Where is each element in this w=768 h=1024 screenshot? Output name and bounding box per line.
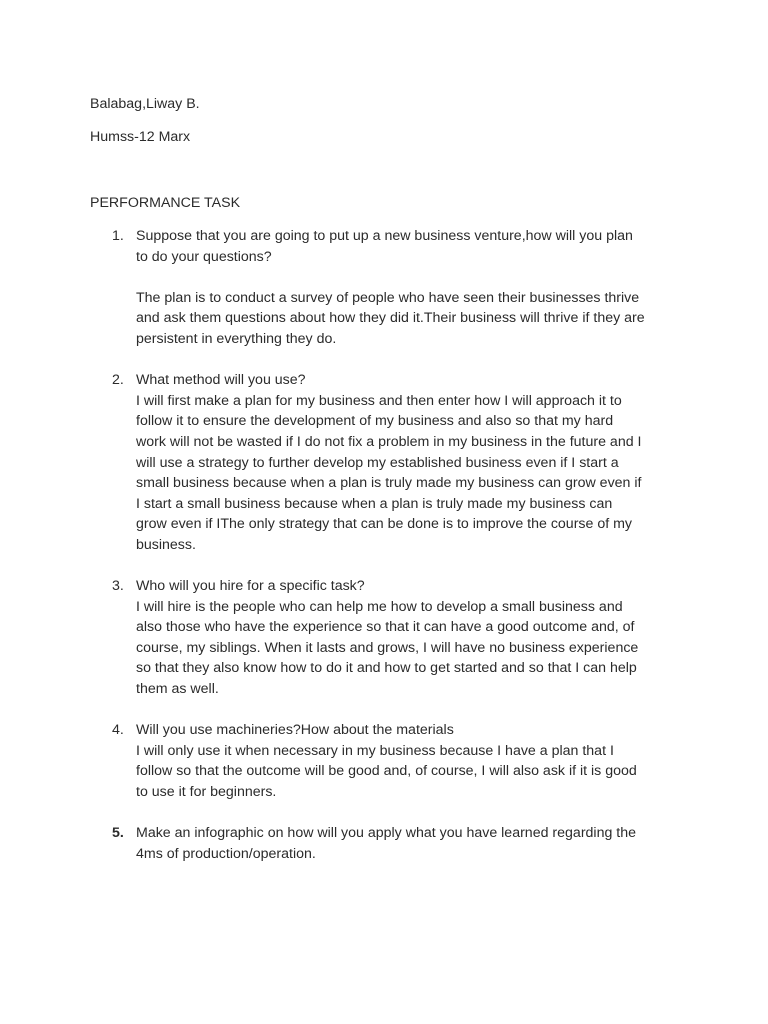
task-number: 5. — [112, 825, 124, 842]
answer-line: course, my siblings. When it lasts and grows, I will have no business experience — [136, 639, 639, 656]
question-line: What method will you use? — [136, 372, 306, 389]
answer-line: will use a strategy to further develop my established business even if I start a — [136, 454, 619, 471]
answer-line: small business because when a plan is truly made my business can grow even if — [136, 475, 642, 492]
answer-line: follow it to ensure the development of my business and also so that my hard — [136, 413, 614, 430]
question-line: Will you use machineries?How about the materials — [136, 722, 454, 739]
answer-line: I will only use it when necessary in my business because I have a plan that I — [136, 742, 614, 759]
answer-line: and ask them questions about how they did it.Their business will thrive if they are — [136, 310, 645, 327]
answer-line: I will hire is the people who can help me how to develop a small business and — [136, 598, 623, 615]
answer-line: grow even if IThe only strategy that can be done is to improve the course of my — [136, 516, 633, 533]
answer-line: to use it for beginners. — [136, 784, 277, 801]
task-number: 3. — [112, 578, 124, 595]
task-number: 1. — [112, 228, 124, 244]
task-list — [90, 226, 690, 864]
task-item-4 — [90, 720, 690, 802]
question-line: 4ms of production/operation. — [136, 845, 316, 862]
question-line: to do your questions? — [136, 248, 272, 265]
answer-line: I will first make a plan for my business and then enter how I will approach it to — [136, 392, 622, 409]
student-section: Humss-12 Marx — [90, 129, 191, 145]
student-name: Balabag,Liway B. — [90, 96, 200, 112]
task-number: 2. — [112, 372, 124, 389]
task-item-2 — [90, 370, 690, 555]
task-item-1 — [90, 226, 690, 350]
document-title: PERFORMANCE TASK — [90, 195, 241, 211]
answer-line: also those who have the experience so that it can have a good outcome and, of — [136, 619, 635, 636]
answer-line: I start a small business because when a plan is truly made my business can — [136, 495, 613, 512]
task-item-3 — [90, 576, 690, 700]
task-item-5 — [90, 823, 690, 864]
task-number: 4. — [112, 722, 124, 739]
answer-line: them as well. — [136, 681, 219, 698]
question-line: Make an infographic on how will you apply what you have learned regarding the — [136, 825, 637, 842]
answer-line: follow so that the outcome will be good and, of course, I will also ask if it is good — [136, 763, 637, 780]
answer-line: work will not be wasted if I do not fix a problem in my business in the future and I — [136, 433, 642, 450]
answer-line: persistent in everything they do. — [136, 330, 337, 347]
answer-line: so that they also know how to do it and how to get started and so that I can help — [136, 660, 637, 677]
question-line: Suppose that you are going to put up a new business venture,how will you plan — [136, 228, 633, 244]
answer-line: The plan is to conduct a survey of people who have seen their businesses thrive — [136, 289, 640, 306]
answer-line: business. — [136, 536, 196, 553]
question-line: Who will you hire for a specific task? — [136, 578, 365, 595]
